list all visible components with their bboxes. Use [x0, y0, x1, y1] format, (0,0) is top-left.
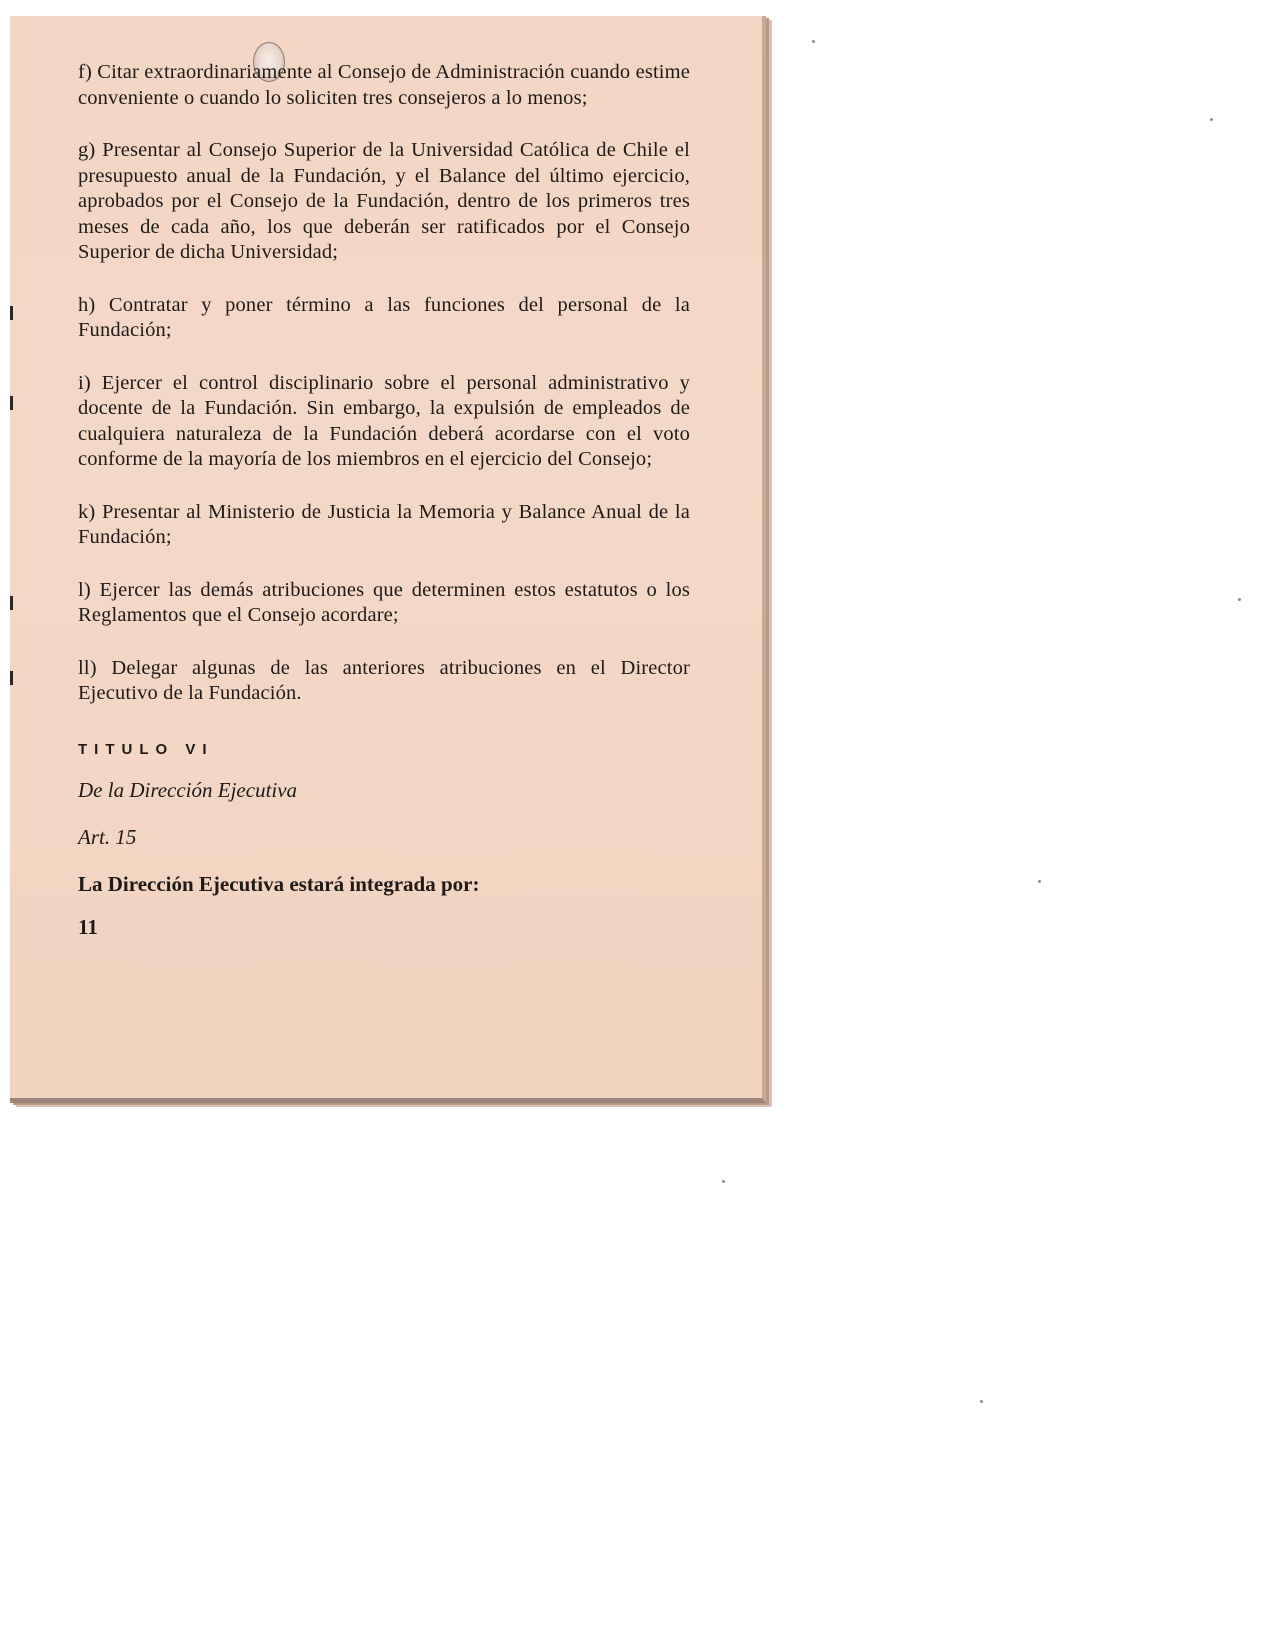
paragraph-f: f) Citar extraordinariamente al Consejo de Administración cuando estime conveniente o cuando lo soliciten tres consejeros a lo menos; [78, 61, 690, 109]
paragraph-h: h) Contratar y poner término a las funciones del personal de la Fundación; [78, 293, 690, 341]
dust-speck [980, 1400, 983, 1403]
article-intro: La Dirección Ejecutiva estará integrada por: [78, 871, 480, 896]
dust-speck [812, 40, 815, 43]
article-label: Art. 15 [78, 824, 137, 849]
section-title: TITULO VI [78, 740, 214, 758]
binding-mark [10, 396, 13, 410]
page-number: 11 [78, 914, 98, 939]
page-content [78, 60, 690, 940]
binding-mark [10, 671, 13, 685]
binding-mark [10, 596, 13, 610]
paragraph-i: i) Ejercer el control disciplinario sobre el personal administrativo y docente de la Fundación. Sin embargo, la expulsión de empleados de cualquiera naturaleza de la Fundación deberá acordarse con el voto conforme de la mayoría de los miembros en el ejercicio del Consejo; [78, 371, 690, 470]
paragraph-g: g) Presentar al Consejo Superior de la Universidad Católica de Chile el presupuesto anual de la Fundación, y el Balance del último ejercicio, aprobados por el Consejo de la Fundación, dentro de los primeros tres meses de cada año, los que deberán ser ratificados por el Consejo Superior de dicha Universidad; [78, 139, 690, 263]
dust-speck [1038, 880, 1041, 883]
dust-speck [1210, 118, 1213, 121]
section-subtitle: De la Dirección Ejecutiva [78, 777, 298, 802]
scanned-page [10, 16, 766, 1103]
binding-mark [10, 306, 13, 320]
dust-speck [722, 1180, 725, 1183]
paragraph-k: k) Presentar al Ministerio de Justicia la Memoria y Balance Anual de la Fundación; [78, 500, 690, 548]
dust-speck [1238, 598, 1241, 601]
paragraph-l: l) Ejercer las demás atribuciones que determinen estos estatutos o los Reglamentos que el Consejo acordare; [78, 578, 690, 626]
paragraph-ll: ll) Delegar algunas de las anteriores atribuciones en el Director Ejecutivo de la Fundación. [78, 656, 690, 704]
